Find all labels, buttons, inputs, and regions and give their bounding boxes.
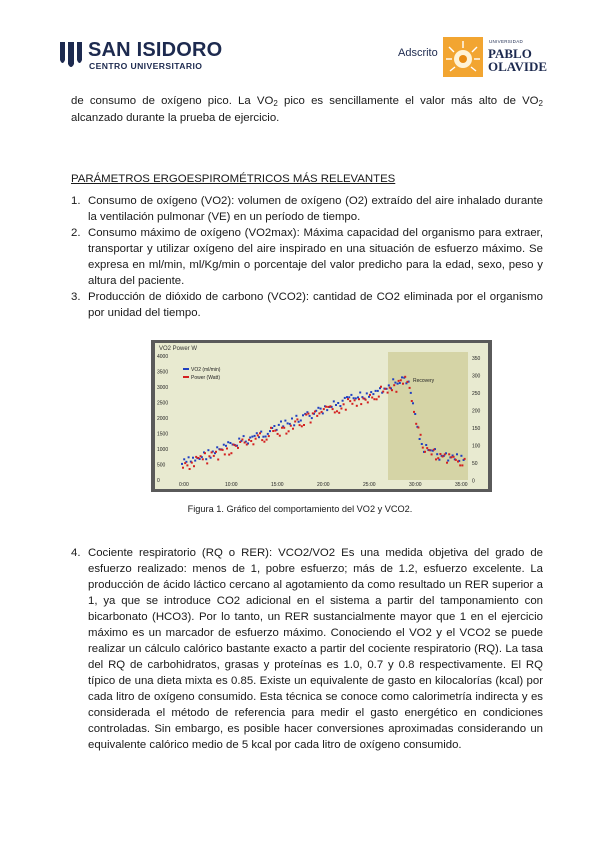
x-tick-label: 15:00 (271, 482, 284, 488)
power-point (457, 461, 459, 463)
vo2-point (181, 463, 183, 465)
power-point (393, 384, 395, 386)
power-point (239, 441, 241, 443)
power-point (195, 456, 197, 458)
vo2-point (368, 396, 370, 398)
right-tick-label: 300 (472, 373, 481, 380)
list-item-text: Cociente respiratorio (RQ o RER): VCO2/VO2 Es una medida objetiva del grado de esfuerzo realizado: menos de 1, pobre esfuerzo; más de 1.2, esfuerzo excelente. La producción de ácido láctico cercano al agotamiento da como resultado un RER superior a 1, ya que se introduce CO2 adicional en el sistema a partir del tamponamiento con bicarbonato (HCO3). Por lo tanto, un RER sustancialmente mayor que 1 en el ejercicio máximo es un marcador de esfuerzo máximo. Conociendo el VO2 y el VCO2 se puede realizar un cálculo calórico bastante exacto a partir del cociente respiratorio (RQ). La tasa del RQ de carbohidratos, grasas y proteínas es 1.0, 0.7 y 0.8 respectivamente. El RQ típico de una dieta mixta es 0.85. Existe un equivalente de gasto en kilocalorías (kcal) por cada litro de oxígeno consumido. Esta técnica se conoce como calorimetría indirecta y es considerada el método de referencia para medir el gasto energético en condiciones controladas. Sin embargo, es posible hacer conversiones aproximadas considerando un equivalente calórico medio de 5 kcal por cada litro de oxígeno consumido. (88, 547, 543, 751)
power-point (428, 449, 430, 451)
vo2-point (273, 425, 275, 427)
power-point (347, 398, 349, 400)
zone-label: Recovery (413, 378, 435, 384)
power-point (435, 458, 437, 460)
power-point (248, 439, 250, 441)
power-point (420, 434, 422, 436)
power-point (263, 441, 265, 443)
figure-caption: Figura 1. Gráfico del comportamiento del VO2 y VCO2. (187, 504, 413, 514)
x-tick-label: 35:00 (455, 482, 468, 488)
vo2-point (414, 413, 416, 415)
power-point (186, 464, 188, 466)
vo2-point (262, 436, 264, 438)
power-point (448, 453, 450, 455)
power-point (233, 444, 235, 446)
power-point (332, 408, 334, 410)
power-point (371, 397, 373, 399)
power-point (204, 452, 206, 454)
vo2-point (194, 460, 196, 462)
list-item (71, 193, 543, 225)
power-point (461, 464, 463, 466)
power-point (380, 386, 382, 388)
vo2-power-figure (151, 340, 492, 492)
power-point (387, 392, 389, 394)
san-isidoro-emblem-icon (58, 40, 84, 70)
power-point (439, 453, 441, 455)
power-point (208, 455, 210, 457)
power-point (250, 440, 252, 442)
upo-pablo-label: PABLO (488, 46, 532, 61)
power-point (453, 456, 455, 458)
power-point (431, 453, 433, 455)
power-point (395, 391, 397, 393)
left-tick-label: 0 (157, 478, 160, 484)
vo2-point (289, 423, 291, 425)
left-tick-label: 3500 (157, 369, 169, 376)
power-point (343, 403, 345, 405)
vo2-point (355, 397, 357, 399)
power-point (360, 403, 362, 405)
upo-university-label: UNIVERSIDAD (489, 39, 524, 44)
power-point (327, 406, 329, 408)
vo2-point (419, 438, 421, 440)
vo2-point (436, 453, 438, 455)
power-point (422, 447, 424, 449)
vo2-point (320, 408, 322, 410)
power-point (437, 457, 439, 459)
power-point (336, 410, 338, 412)
power-point (259, 432, 261, 434)
power-point (224, 453, 226, 455)
power-point (345, 409, 347, 411)
vo2-point (326, 409, 328, 411)
vo2-point (410, 392, 412, 394)
power-point (373, 398, 375, 400)
power-point (219, 449, 221, 451)
power-point (365, 399, 367, 401)
list-item-number: 4. (71, 547, 81, 559)
power-point (338, 412, 340, 414)
power-point (237, 447, 239, 449)
upo-sun-emblem-icon (443, 37, 483, 77)
power-point (202, 458, 204, 460)
adscrito-label: Adscrito (398, 47, 438, 59)
power-point (281, 427, 283, 429)
power-point (340, 408, 342, 410)
power-point (272, 430, 274, 432)
power-point (376, 398, 378, 400)
power-point (362, 397, 364, 399)
vo2-point (397, 383, 399, 385)
intro-text-1: de consumo de oxígeno pico. La VO (71, 95, 274, 107)
vo2-point (357, 396, 359, 398)
vo2-point (280, 421, 282, 423)
list-item-text: Producción de dióxido de carbono (VCO2): cantidad de CO2 eliminada por el organismo por unidad del tiempo. (88, 291, 543, 319)
power-point (334, 411, 336, 413)
power-point (464, 458, 466, 460)
power-point (215, 451, 217, 453)
upo-olavide-label: OLAVIDE (488, 59, 548, 74)
power-point (391, 389, 393, 391)
power-point (303, 424, 305, 426)
vo2-point (388, 384, 390, 386)
vo2-point (456, 453, 458, 455)
power-point (257, 434, 259, 436)
vo2-point (353, 397, 355, 399)
vo2-point (344, 397, 346, 399)
power-point (288, 430, 290, 432)
power-point (321, 411, 323, 413)
power-point (426, 447, 428, 449)
legend-vo2: VO2 (ml/min) (191, 367, 221, 373)
vo2-point (392, 378, 394, 380)
power-point (277, 433, 279, 435)
intro-text-3: alcanzado durante la prueba de ejercicio. (71, 112, 280, 124)
power-point (206, 462, 208, 464)
power-point (213, 455, 215, 457)
vo2-point (339, 405, 341, 407)
power-point (382, 391, 384, 393)
list-item-number: 2. (71, 227, 81, 239)
section-title: PARÁMETROS ERGOESPIROMÉTRICOS MÁS RELEVANTES (71, 173, 396, 185)
power-point (433, 449, 435, 451)
power-point (316, 415, 318, 417)
power-point (442, 456, 444, 458)
power-point (415, 423, 417, 425)
vo2-point (216, 446, 218, 448)
right-tick-label: 100 (472, 443, 481, 450)
power-point (400, 379, 402, 381)
power-point (252, 443, 254, 445)
power-point (184, 462, 186, 464)
vo2-point (375, 390, 377, 392)
list-item (71, 289, 543, 321)
intro-text-2: pico es sencillamente el valor más alto de VO (277, 95, 539, 107)
vo2-point (309, 415, 311, 417)
parameters-list-continued (71, 545, 543, 753)
power-point (301, 425, 303, 427)
vo2-point (346, 396, 348, 398)
power-point (424, 451, 426, 453)
vo2-point (249, 437, 251, 439)
vo2-point (370, 391, 372, 393)
power-point (296, 418, 298, 420)
right-tick-label: 150 (472, 426, 481, 432)
list-item-text: Consumo de oxígeno (VO2): volumen de oxígeno (O2) extraído del aire inhalado durante la ventilación pulmonar (VE) en un período de tiempo. (88, 195, 543, 223)
power-point (358, 398, 360, 400)
power-point (402, 383, 404, 385)
vo2-point (372, 393, 374, 395)
power-point (235, 445, 237, 447)
power-point (182, 467, 184, 469)
left-tick-label: 4000 (157, 354, 169, 360)
power-point (246, 444, 248, 446)
list-item (71, 545, 543, 753)
intro-sub-2: 2 (538, 99, 543, 108)
intro-paragraph (71, 93, 543, 126)
power-point (200, 455, 202, 457)
vo2-point (293, 424, 295, 426)
power-point (356, 405, 358, 407)
power-point (312, 412, 314, 414)
vo2-point (287, 422, 289, 424)
right-tick-label: 350 (472, 356, 481, 362)
power-point (444, 453, 446, 455)
vo2-point (227, 441, 229, 443)
power-point (389, 387, 391, 389)
vo2-point (359, 392, 361, 394)
vo2-point (342, 400, 344, 402)
power-point (413, 411, 415, 413)
power-point (406, 381, 408, 383)
power-point (228, 454, 230, 456)
vo2-point (265, 436, 267, 438)
vo2-point (447, 460, 449, 462)
power-point (404, 376, 406, 378)
power-point (307, 413, 309, 415)
power-point (409, 387, 411, 389)
power-point (274, 430, 276, 432)
vo2-point (278, 424, 280, 426)
right-tick-label: 200 (472, 408, 481, 415)
vo2-point (205, 458, 207, 460)
vo2-point (298, 421, 300, 423)
right-tick-label: 50 (472, 461, 478, 467)
power-point (270, 427, 272, 429)
vo2-point (300, 420, 302, 422)
power-point (294, 421, 296, 423)
vo2-point (223, 444, 225, 446)
vo2-point (243, 435, 245, 437)
vo2-point (225, 445, 227, 447)
power-point (266, 439, 268, 441)
x-tick-label: 25:00 (363, 482, 376, 488)
power-point (299, 424, 301, 426)
vo2-point (258, 436, 260, 438)
power-point (283, 427, 285, 429)
vo2-point (311, 417, 313, 419)
logo-subtitle: CENTRO UNIVERSITARIO (89, 61, 203, 71)
vo2-point (399, 382, 401, 384)
vo2-point (302, 414, 304, 416)
power-point (318, 412, 320, 414)
power-point (446, 462, 448, 464)
power-point (292, 428, 294, 430)
vo2-point (267, 433, 269, 435)
power-point (211, 451, 213, 453)
figure-title: VO2 Power W (159, 346, 198, 352)
power-point (417, 427, 419, 429)
power-point (351, 403, 353, 405)
power-point (222, 449, 224, 451)
power-point (349, 400, 351, 402)
list-item-number: 3. (71, 291, 81, 303)
power-point (325, 406, 327, 408)
vo2-point (256, 432, 258, 434)
power-point (226, 448, 228, 450)
legend-vo2-swatch (183, 368, 189, 370)
upo-logo (443, 37, 548, 77)
vo2-point (377, 390, 379, 392)
left-tick-label: 1000 (157, 447, 169, 453)
power-point (268, 435, 270, 437)
power-point (217, 459, 219, 461)
power-point (459, 464, 461, 466)
list-item (71, 225, 543, 289)
power-point (354, 399, 356, 401)
power-point (193, 465, 195, 467)
vo2-point (337, 402, 339, 404)
legend-power-swatch (183, 376, 189, 378)
vo2-point (333, 400, 335, 402)
vo2-point (295, 415, 297, 417)
vo2-point (394, 382, 396, 384)
vo2-point (238, 438, 240, 440)
list-item-text: Consumo máximo de oxígeno (VO2max): Máxima capacidad del organismo para extraer, transportar y utilizar oxígeno del aire inspirado en una situación de esfuerzo máximo. Se expresa en ml/min, ml/Kg/min o porcentaje del valor predicho para la edad, sexo, peso y altura del paciente. (88, 227, 543, 287)
power-point (378, 396, 380, 398)
vo2-point (254, 435, 256, 437)
power-point (455, 459, 457, 461)
vo2-point (192, 457, 194, 459)
intro-sub-1: 2 (273, 99, 278, 108)
power-point (314, 411, 316, 413)
power-point (369, 394, 371, 396)
left-tick-label: 2500 (157, 400, 169, 407)
vo2-point (207, 449, 209, 451)
left-tick-label: 2000 (157, 416, 169, 422)
x-tick-label: 10:00 (225, 482, 238, 488)
power-point (450, 456, 452, 458)
vo2-point (269, 430, 271, 432)
x-tick-label: 20:00 (317, 482, 330, 488)
power-point (189, 468, 191, 470)
vo2-point (460, 455, 462, 457)
x-tick-label: 0:00 (179, 482, 189, 488)
power-point (398, 380, 400, 382)
power-point (290, 425, 292, 427)
legend-power: Power (Watt) (191, 375, 220, 381)
page-header (0, 0, 600, 90)
power-point (329, 405, 331, 407)
power-point (230, 452, 232, 454)
right-tick-label: 0 (472, 478, 475, 485)
vo2-point (335, 404, 337, 406)
power-point (367, 401, 369, 403)
power-point (384, 388, 386, 390)
x-tick-label: 30:00 (409, 482, 422, 488)
vo2-point (412, 402, 414, 404)
logo-name: SAN ISIDORO (88, 39, 223, 61)
power-point (310, 422, 312, 424)
power-point (191, 462, 193, 464)
left-tick-label: 3000 (157, 385, 169, 391)
right-tick-label: 250 (472, 391, 481, 397)
parameters-list (71, 193, 543, 321)
power-point (244, 442, 246, 444)
list-item-number: 1. (71, 195, 81, 207)
vo2-point (188, 456, 190, 458)
vo2-point (183, 458, 185, 460)
vo2-point (401, 376, 403, 378)
power-point (411, 400, 413, 402)
vo2-point (350, 394, 352, 396)
vo2-point (425, 444, 427, 446)
vo2-point (317, 407, 319, 409)
power-point (285, 433, 287, 435)
vo2-point (421, 443, 423, 445)
power-point (197, 457, 199, 459)
vo2-point (366, 392, 368, 394)
power-point (279, 435, 281, 437)
vo2-point (348, 396, 350, 398)
vo2-point (291, 418, 293, 420)
vo2-point (284, 420, 286, 422)
power-point (261, 439, 263, 441)
power-point (305, 414, 307, 416)
vo2-point (229, 442, 231, 444)
power-point (255, 438, 257, 440)
vo2-point (251, 436, 253, 438)
left-tick-label: 500 (157, 462, 166, 469)
power-point (241, 439, 243, 441)
left-tick-label: 1500 (157, 431, 169, 438)
power-point (323, 408, 325, 410)
